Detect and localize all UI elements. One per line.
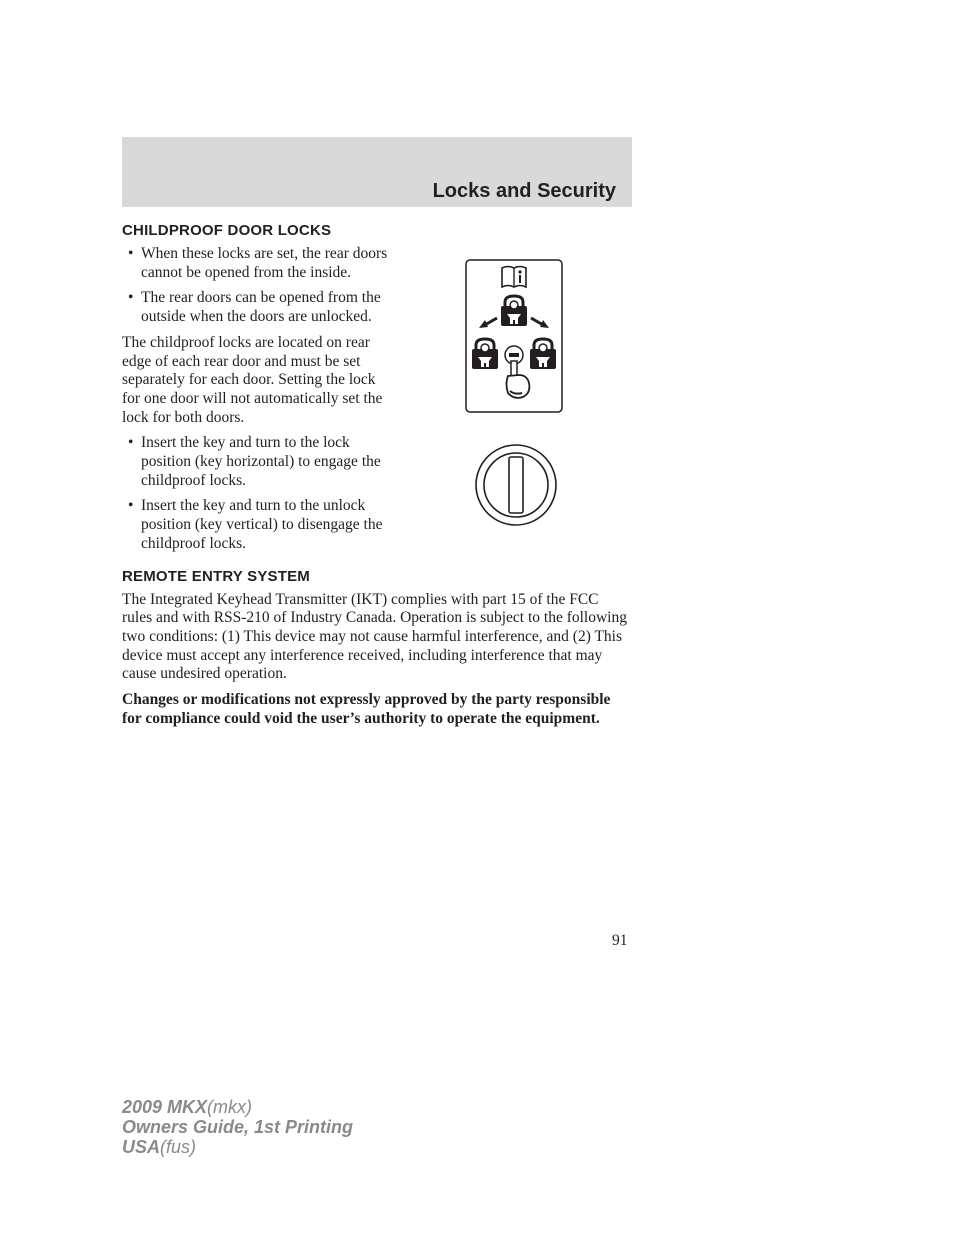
bullet-item: • Insert the key and turn to the lock position (key horizontal) to engage the childproof locks. xyxy=(128,434,381,489)
childproof-heading: CHILDPROOF DOOR LOCKS xyxy=(122,222,332,239)
lock-cylinder-illustration xyxy=(474,443,558,532)
section-title: Locks and Security xyxy=(432,180,616,202)
child-lock-icon xyxy=(472,339,498,369)
footer-line-3: USA(fus) xyxy=(122,1137,197,1157)
owner-manual-icon xyxy=(502,267,526,288)
footer-line-2: Owners Guide, 1st Printing xyxy=(122,1117,354,1137)
child-lock-icon xyxy=(501,296,527,326)
remote-paragraph: The Integrated Keyhead Transmitter (IKT) complies with part 15 of the FCC rules and with RSS-210 of Industry Canada. Operation is subject to the following two conditions: (1) This device may not cause harmful interference, and (2) This device must accept any interference received, including interference that may cause undesired operation. xyxy=(122,590,627,683)
lock-cylinder-icon xyxy=(476,445,556,525)
bullet-item: • The rear doors can be opened from the outside when the doors are unlocked. xyxy=(128,289,381,326)
section-header-band xyxy=(122,137,632,207)
bullet-item: • Insert the key and turn to the unlock position (key vertical) to disengage the childproof locks. xyxy=(128,497,383,552)
page-number: 91 xyxy=(612,932,628,949)
childproof-text-column xyxy=(122,245,388,554)
remote-warning: Changes or modifications not expressly approved by the party responsible for compliance could void the user’s authority to operate the equipment. xyxy=(122,691,611,727)
child-lock-icon xyxy=(530,339,556,369)
remote-entry-section xyxy=(122,568,632,729)
bullet-dot: • xyxy=(128,289,134,307)
childproof-lock-illustration xyxy=(465,259,563,418)
footer-line-1: 2009 MKX(mkx) xyxy=(122,1097,253,1117)
bullet-dot: • xyxy=(128,497,134,515)
bullet-item: • When these locks are set, the rear doors cannot be opened from the inside. xyxy=(128,245,388,281)
remote-heading: REMOTE ENTRY SYSTEM xyxy=(122,567,310,585)
footer-print-info xyxy=(122,1097,353,1157)
childproof-paragraph: The childproof locks are located on rear edge of each rear door and must be set separately for each door. Setting the lock for one door will not automatically set the lock for both doors. xyxy=(122,333,383,426)
bullet-dot: • xyxy=(128,245,134,262)
bullet-dot: • xyxy=(128,434,134,452)
